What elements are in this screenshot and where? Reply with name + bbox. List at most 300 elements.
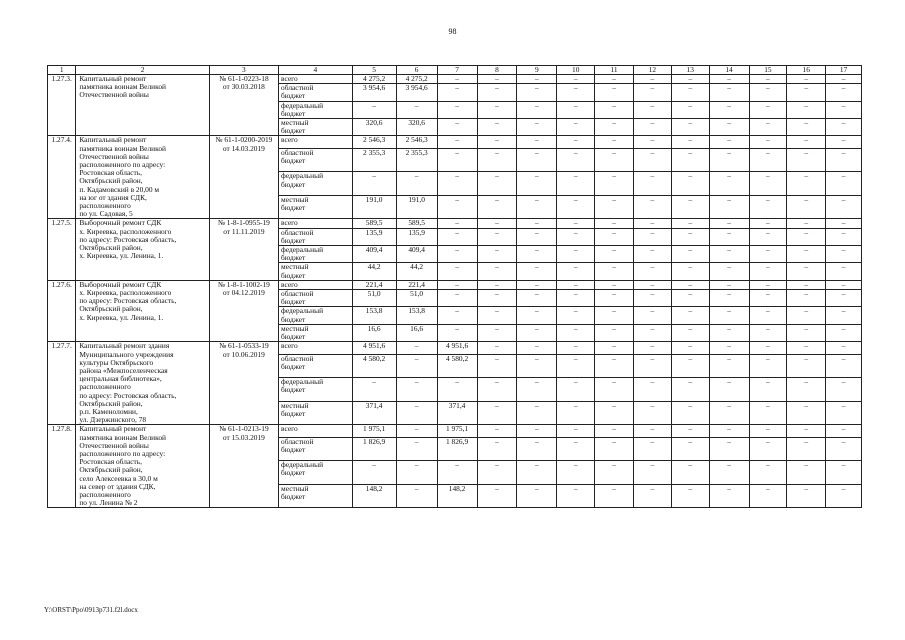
text-line: областной bbox=[281, 228, 314, 237]
amount-cell: – bbox=[749, 228, 787, 245]
amount-cell: – bbox=[749, 280, 787, 289]
amount-cell: – bbox=[595, 307, 634, 324]
amount-cell: – bbox=[634, 219, 672, 228]
amount-cell: – bbox=[826, 437, 862, 461]
amount-cell: – bbox=[787, 263, 826, 280]
text-line: х. Киреевка, ул. Ленина, 1. bbox=[79, 312, 164, 322]
amount-cell: – bbox=[671, 378, 709, 402]
text-line: Отечественной войны bbox=[79, 90, 149, 100]
amount-cell: – bbox=[749, 307, 787, 324]
amount-cell: – bbox=[634, 354, 672, 378]
amount-cell: – bbox=[826, 219, 862, 228]
amount-cell: – bbox=[517, 484, 557, 508]
header-row bbox=[48, 66, 862, 75]
column-number-header: 2 bbox=[76, 66, 209, 75]
amount-cell: – bbox=[709, 342, 749, 354]
amount-cell: – bbox=[634, 461, 672, 485]
amount-cell: – bbox=[352, 101, 396, 118]
amount-cell: – bbox=[595, 484, 634, 508]
text-line: от 10.06.2019 bbox=[222, 349, 265, 359]
amount-cell: – bbox=[477, 172, 517, 196]
amount-cell: – bbox=[826, 280, 862, 289]
amount-cell: – bbox=[634, 401, 672, 425]
amount-cell: – bbox=[634, 378, 672, 402]
text-line: культуры Октябрьского bbox=[79, 357, 154, 367]
column-number-header: 7 bbox=[437, 66, 477, 75]
text-line: по ул. Садовая, 5 bbox=[79, 209, 133, 219]
text-line: федеральный bbox=[281, 101, 324, 110]
amount-cell: – bbox=[517, 290, 557, 307]
amount-cell: – bbox=[437, 195, 477, 219]
amount-cell: – bbox=[477, 461, 517, 485]
amount-cell: – bbox=[634, 290, 672, 307]
amount-cell: – bbox=[396, 437, 437, 461]
amount-cell: – bbox=[437, 148, 477, 172]
text-line: расположенного по адресу: bbox=[79, 448, 166, 458]
amount-cell: – bbox=[517, 246, 557, 263]
amount-cell: – bbox=[826, 84, 862, 101]
column-number-header: 11 bbox=[595, 66, 634, 75]
text-line: бюджет bbox=[281, 203, 306, 213]
amount-cell: – bbox=[437, 219, 477, 228]
text-line: бюджет bbox=[281, 108, 306, 118]
amount-cell: – bbox=[557, 342, 595, 354]
amount-cell: 320,6 bbox=[396, 119, 437, 136]
amount-cell: – bbox=[826, 307, 862, 324]
text-line: на север от здания СДК, bbox=[79, 481, 156, 491]
amount-cell: – bbox=[634, 119, 672, 136]
column-number-header: 8 bbox=[477, 66, 517, 75]
amount-cell: – bbox=[709, 101, 749, 118]
amount-cell: – bbox=[749, 84, 787, 101]
amount-cell: 320,6 bbox=[352, 119, 396, 136]
amount-cell: – bbox=[437, 263, 477, 280]
amount-cell: – bbox=[557, 280, 595, 289]
amount-cell: – bbox=[595, 219, 634, 228]
column-number-header: 4 bbox=[279, 66, 353, 75]
text-line: село Алексеевка в 30,0 м bbox=[79, 473, 158, 483]
amount-cell: – bbox=[787, 228, 826, 245]
amount-cell: 2 355,3 bbox=[396, 148, 437, 172]
item-number: 1.27.4. bbox=[48, 136, 76, 219]
amount-cell: – bbox=[709, 324, 749, 341]
amount-cell: – bbox=[826, 354, 862, 378]
text-line: бюджет bbox=[281, 468, 306, 478]
amount-cell: – bbox=[557, 172, 595, 196]
text-line: Ростовская область, bbox=[79, 168, 142, 178]
amount-cell: 1 826,9 bbox=[437, 437, 477, 461]
amount-cell: – bbox=[709, 484, 749, 508]
object-name bbox=[76, 280, 209, 341]
amount-cell: – bbox=[709, 354, 749, 378]
text-line: расположенного bbox=[79, 382, 131, 392]
item-number: 1.27.3. bbox=[48, 75, 76, 136]
item-number: 1.27.7. bbox=[48, 342, 76, 425]
column-number-header: 3 bbox=[209, 66, 278, 75]
text-line: всего bbox=[281, 424, 298, 434]
text-line: областной bbox=[281, 289, 314, 299]
amount-cell: – bbox=[709, 307, 749, 324]
amount-cell: – bbox=[477, 119, 517, 136]
text-line: федеральный bbox=[281, 377, 324, 387]
funding-source bbox=[279, 401, 353, 425]
amount-cell: – bbox=[671, 228, 709, 245]
amount-cell: – bbox=[396, 101, 437, 118]
amount-cell: 2 546,3 bbox=[352, 136, 396, 148]
amount-cell: 191,0 bbox=[396, 195, 437, 219]
amount-cell: – bbox=[437, 119, 477, 136]
amount-cell: – bbox=[517, 228, 557, 245]
amount-cell: – bbox=[477, 354, 517, 378]
amount-cell: – bbox=[787, 84, 826, 101]
amount-cell: – bbox=[517, 425, 557, 437]
amount-cell: – bbox=[634, 195, 672, 219]
amount-cell: – bbox=[595, 148, 634, 172]
amount-cell: – bbox=[396, 484, 437, 508]
text-line: местный bbox=[281, 118, 309, 128]
amount-cell: – bbox=[709, 280, 749, 289]
amount-cell: – bbox=[787, 219, 826, 228]
text-line: бюджет bbox=[281, 179, 306, 189]
amount-cell: – bbox=[634, 324, 672, 341]
amount-cell: – bbox=[634, 263, 672, 280]
table-row bbox=[48, 425, 862, 437]
text-line: федеральный bbox=[281, 171, 324, 181]
amount-cell: 135,9 bbox=[396, 228, 437, 245]
amount-cell: – bbox=[671, 119, 709, 136]
funding-source bbox=[279, 228, 353, 245]
amount-cell: – bbox=[437, 280, 477, 289]
amount-cell: – bbox=[517, 136, 557, 148]
funding-source bbox=[279, 354, 353, 378]
amount-cell: – bbox=[671, 246, 709, 263]
amount-cell: – bbox=[634, 307, 672, 324]
amount-cell: 4 580,2 bbox=[352, 354, 396, 378]
amount-cell: – bbox=[396, 172, 437, 196]
text-line: расположенного bbox=[79, 489, 131, 499]
amount-cell: – bbox=[437, 324, 477, 341]
funding-source bbox=[279, 307, 353, 324]
amount-cell: – bbox=[749, 219, 787, 228]
amount-cell: – bbox=[517, 324, 557, 341]
amount-cell: – bbox=[671, 461, 709, 485]
text-line: местный bbox=[281, 324, 309, 333]
column-number-header: 10 bbox=[557, 66, 595, 75]
amount-cell: – bbox=[826, 228, 862, 245]
amount-cell: – bbox=[787, 342, 826, 354]
text-line: р.п. Каменоломни, bbox=[79, 406, 138, 416]
amount-cell: 51,0 bbox=[352, 290, 396, 307]
amount-cell: – bbox=[634, 148, 672, 172]
amount-cell: 16,6 bbox=[396, 324, 437, 341]
amount-cell: – bbox=[437, 136, 477, 148]
amount-cell: – bbox=[352, 378, 396, 402]
page-number: 98 bbox=[448, 27, 457, 36]
text-line: Капитальный ремонт bbox=[79, 74, 147, 83]
amount-cell: – bbox=[477, 136, 517, 148]
amount-cell: – bbox=[634, 280, 672, 289]
amount-cell: – bbox=[826, 342, 862, 354]
text-line: расположенного bbox=[79, 201, 131, 211]
funding-source bbox=[279, 84, 353, 101]
text-line: бюджет bbox=[281, 314, 306, 324]
document-reference bbox=[209, 342, 278, 425]
amount-cell: – bbox=[749, 119, 787, 136]
text-line: Капитальный ремонт bbox=[79, 135, 147, 145]
amount-cell: – bbox=[557, 228, 595, 245]
text-line: от 11.11.2019 bbox=[223, 226, 265, 236]
amount-cell: 221,4 bbox=[352, 280, 396, 289]
table-row bbox=[48, 219, 862, 228]
text-line: на юг от здания СДК, bbox=[79, 192, 147, 202]
amount-cell: – bbox=[709, 219, 749, 228]
amount-cell: – bbox=[709, 290, 749, 307]
amount-cell: – bbox=[634, 172, 672, 196]
amount-cell: – bbox=[595, 195, 634, 219]
column-number-header: 16 bbox=[787, 66, 826, 75]
funding-source bbox=[279, 172, 353, 196]
amount-cell: – bbox=[595, 101, 634, 118]
amount-cell: 4 951,6 bbox=[437, 342, 477, 354]
column-number-header: 15 bbox=[749, 66, 787, 75]
column-number-header: 5 bbox=[352, 66, 396, 75]
amount-cell: – bbox=[634, 437, 672, 461]
amount-cell: – bbox=[557, 119, 595, 136]
amount-cell: – bbox=[749, 101, 787, 118]
amount-cell: 191,0 bbox=[352, 195, 396, 219]
amount-cell: – bbox=[709, 263, 749, 280]
amount-cell: – bbox=[671, 263, 709, 280]
amount-cell: – bbox=[557, 324, 595, 341]
amount-cell: – bbox=[595, 228, 634, 245]
amount-cell: – bbox=[671, 354, 709, 378]
amount-cell: – bbox=[517, 263, 557, 280]
text-line: федеральный bbox=[281, 460, 324, 470]
amount-cell: – bbox=[437, 246, 477, 263]
text-line: бюджет bbox=[281, 253, 306, 263]
amount-cell: – bbox=[477, 342, 517, 354]
amount-cell: – bbox=[595, 172, 634, 196]
amount-cell: 153,8 bbox=[352, 307, 396, 324]
amount-cell: – bbox=[787, 148, 826, 172]
amount-cell: – bbox=[826, 401, 862, 425]
document-reference bbox=[209, 75, 278, 136]
amount-cell: – bbox=[749, 172, 787, 196]
amount-cell: – bbox=[396, 401, 437, 425]
text-line: района «Межпоселенческая bbox=[79, 365, 168, 375]
amount-cell: – bbox=[437, 290, 477, 307]
amount-cell: – bbox=[749, 378, 787, 402]
text-line: Выборочный ремонт СДК bbox=[79, 218, 162, 228]
amount-cell: – bbox=[517, 75, 557, 84]
amount-cell: – bbox=[352, 461, 396, 485]
amount-cell: – bbox=[709, 425, 749, 437]
text-line: от 15.03.2019 bbox=[222, 432, 265, 442]
amount-cell: – bbox=[557, 354, 595, 378]
object-name bbox=[76, 219, 209, 280]
document-reference bbox=[209, 425, 278, 508]
amount-cell: – bbox=[787, 425, 826, 437]
amount-cell: – bbox=[557, 75, 595, 84]
amount-cell: – bbox=[477, 324, 517, 341]
table-body bbox=[48, 66, 862, 508]
amount-cell: – bbox=[634, 84, 672, 101]
amount-cell: – bbox=[477, 263, 517, 280]
amount-cell: – bbox=[749, 354, 787, 378]
text-line: бюджет bbox=[281, 297, 306, 307]
amount-cell: – bbox=[517, 101, 557, 118]
text-line: № 1-8-1-0955-19 bbox=[217, 218, 270, 228]
amount-cell: – bbox=[671, 484, 709, 508]
text-line: местный bbox=[281, 262, 309, 272]
footer-file-path: Y:\ORST\Ppo\0913p731.f2l.docx bbox=[44, 606, 138, 614]
amount-cell: 4 580,2 bbox=[437, 354, 477, 378]
amount-cell: – bbox=[826, 172, 862, 196]
amount-cell: 589,5 bbox=[396, 219, 437, 228]
amount-cell: – bbox=[826, 246, 862, 263]
text-line: бюджет bbox=[281, 332, 306, 342]
amount-cell: – bbox=[517, 342, 557, 354]
amount-cell: – bbox=[826, 461, 862, 485]
funding-source bbox=[279, 263, 353, 280]
text-line: Выборочный ремонт СДК bbox=[79, 280, 162, 289]
text-line: от 14.03.2019 bbox=[222, 143, 265, 153]
amount-cell: – bbox=[826, 484, 862, 508]
funding-source bbox=[279, 195, 353, 219]
funding-source bbox=[279, 378, 353, 402]
text-line: Капитальный ремонт bbox=[79, 424, 147, 434]
amount-cell: – bbox=[749, 246, 787, 263]
text-line: центральная библиотека», bbox=[79, 374, 162, 384]
amount-cell: – bbox=[826, 136, 862, 148]
amount-cell: – bbox=[437, 307, 477, 324]
amount-cell: – bbox=[557, 148, 595, 172]
amount-cell: 2 355,3 bbox=[352, 148, 396, 172]
amount-cell: – bbox=[671, 401, 709, 425]
amount-cell: – bbox=[557, 246, 595, 263]
funding-source bbox=[279, 219, 353, 228]
amount-cell: – bbox=[477, 195, 517, 219]
amount-cell: – bbox=[437, 172, 477, 196]
amount-cell: – bbox=[826, 195, 862, 219]
text-line: бюджет bbox=[281, 126, 306, 136]
amount-cell: – bbox=[749, 136, 787, 148]
amount-cell: – bbox=[557, 307, 595, 324]
amount-cell: – bbox=[437, 378, 477, 402]
text-line: всего bbox=[281, 74, 298, 83]
amount-cell: – bbox=[396, 354, 437, 378]
object-name bbox=[76, 342, 209, 425]
amount-cell: 4 275,2 bbox=[396, 75, 437, 84]
amount-cell: – bbox=[671, 148, 709, 172]
amount-cell: – bbox=[517, 148, 557, 172]
text-line: п. Кадамовский в 20,00 м bbox=[79, 184, 160, 194]
amount-cell: – bbox=[557, 437, 595, 461]
amount-cell: – bbox=[826, 101, 862, 118]
amount-cell: – bbox=[557, 84, 595, 101]
amount-cell: – bbox=[517, 437, 557, 461]
amount-cell: – bbox=[749, 75, 787, 84]
text-line: бюджет bbox=[281, 408, 306, 418]
amount-cell: – bbox=[634, 75, 672, 84]
amount-cell: – bbox=[517, 84, 557, 101]
amount-cell: – bbox=[517, 195, 557, 219]
amount-cell: – bbox=[557, 378, 595, 402]
amount-cell: – bbox=[787, 437, 826, 461]
amount-cell: – bbox=[671, 437, 709, 461]
object-name bbox=[76, 136, 209, 219]
amount-cell: – bbox=[595, 437, 634, 461]
item-number: 1.27.5. bbox=[48, 219, 76, 280]
amount-cell: – bbox=[709, 75, 749, 84]
text-line: от 04.12.2019 bbox=[222, 288, 265, 298]
text-line: всего bbox=[281, 280, 298, 289]
amount-cell: – bbox=[749, 342, 787, 354]
amount-cell: – bbox=[477, 101, 517, 118]
amount-cell: – bbox=[477, 484, 517, 508]
amount-cell: – bbox=[787, 136, 826, 148]
amount-cell: 148,2 bbox=[352, 484, 396, 508]
amount-cell: – bbox=[477, 280, 517, 289]
amount-cell: – bbox=[709, 461, 749, 485]
amount-cell: – bbox=[671, 101, 709, 118]
amount-cell: – bbox=[709, 148, 749, 172]
amount-cell: – bbox=[595, 461, 634, 485]
amount-cell: 221,4 bbox=[396, 280, 437, 289]
text-line: памятника воинам Великой bbox=[79, 432, 166, 442]
column-number-header: 1 bbox=[48, 66, 76, 75]
amount-cell: – bbox=[826, 290, 862, 307]
amount-cell: – bbox=[477, 401, 517, 425]
funding-source bbox=[279, 119, 353, 136]
column-number-header: 14 bbox=[709, 66, 749, 75]
amount-cell: – bbox=[517, 172, 557, 196]
text-line: № 61-1-0200-2019 bbox=[215, 135, 273, 145]
amount-cell: – bbox=[709, 246, 749, 263]
document-reference bbox=[209, 136, 278, 219]
amount-cell: – bbox=[671, 425, 709, 437]
amount-cell: – bbox=[477, 378, 517, 402]
text-line: областной bbox=[281, 148, 314, 157]
funding-source bbox=[279, 461, 353, 485]
text-line: Капитальный ремонт здания bbox=[79, 341, 170, 351]
amount-cell: – bbox=[826, 324, 862, 341]
amount-cell: – bbox=[517, 119, 557, 136]
amount-cell: – bbox=[787, 307, 826, 324]
amount-cell: 16,6 bbox=[352, 324, 396, 341]
amount-cell: – bbox=[671, 195, 709, 219]
amount-cell: – bbox=[787, 484, 826, 508]
amount-cell: – bbox=[595, 280, 634, 289]
amount-cell: – bbox=[826, 263, 862, 280]
amount-cell: – bbox=[477, 307, 517, 324]
funding-source bbox=[279, 148, 353, 172]
amount-cell: – bbox=[437, 461, 477, 485]
amount-cell: – bbox=[595, 324, 634, 341]
amount-cell: 1 826,9 bbox=[352, 437, 396, 461]
amount-cell: – bbox=[517, 280, 557, 289]
text-line: х. Киреевка, расположенного bbox=[79, 226, 172, 236]
text-line: областной bbox=[281, 354, 314, 363]
amount-cell: – bbox=[517, 401, 557, 425]
amount-cell: 371,4 bbox=[437, 401, 477, 425]
amount-cell: – bbox=[787, 246, 826, 263]
text-line: памятника воинам Великой bbox=[79, 143, 166, 153]
document-reference bbox=[209, 219, 278, 280]
amount-cell: – bbox=[671, 342, 709, 354]
amount-cell: – bbox=[749, 484, 787, 508]
amount-cell: 3 954,6 bbox=[352, 84, 396, 101]
